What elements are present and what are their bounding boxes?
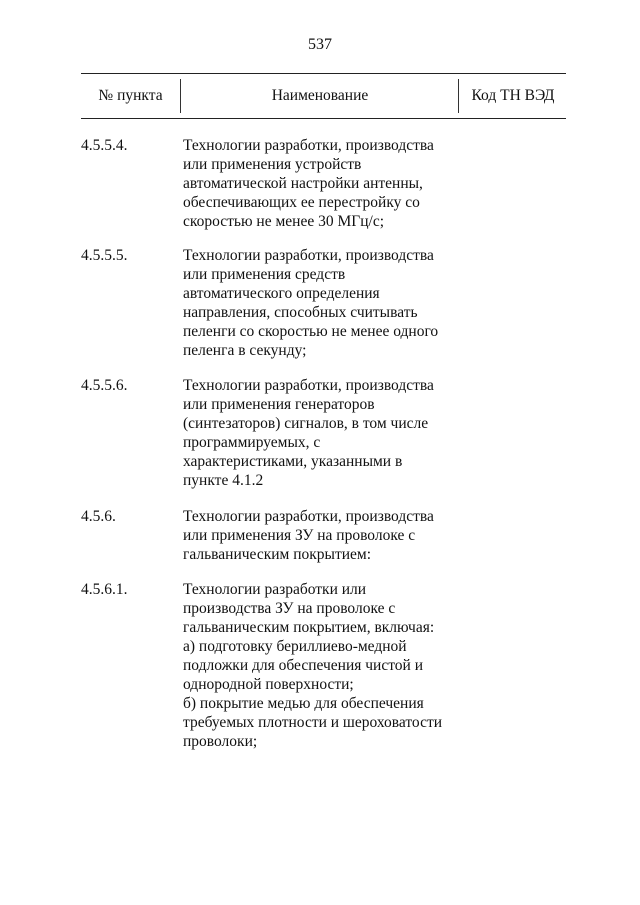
item-name-line: б) покрытие медью для обеспечения bbox=[183, 695, 424, 712]
item-name-line: или применения генераторов bbox=[183, 396, 375, 413]
item-number: 4.5.5.5. bbox=[81, 247, 128, 264]
page-number: 537 bbox=[308, 36, 332, 53]
table-header bbox=[81, 73, 566, 119]
item-name-line: (синтезаторов) сигналов, в том числе bbox=[183, 415, 429, 432]
item-number: 4.5.5.4. bbox=[81, 137, 128, 154]
item-name-line: или применения устройств bbox=[183, 156, 362, 173]
item-name-line: характеристиками, указанными в bbox=[183, 453, 403, 470]
item-name-line: направления, способных считывать bbox=[183, 304, 418, 321]
header-name: Наименование bbox=[271, 87, 369, 104]
item-name bbox=[183, 246, 473, 360]
item-name-line: пункте 4.1.2 bbox=[183, 472, 264, 489]
item-name bbox=[183, 580, 473, 751]
item-name-line: обеспечивающих ее перестройку со bbox=[183, 194, 420, 211]
item-name-line: Технологии разработки, производства bbox=[183, 377, 434, 394]
item-name-line: программируемых, с bbox=[183, 434, 321, 451]
item-name-line: подложки для обеспечения чистой и bbox=[183, 657, 424, 674]
item-name-line: Технологии разработки или bbox=[183, 581, 367, 598]
header-code: Код ТН ВЭД bbox=[471, 87, 555, 104]
item-name-line: Технологии разработки, производства bbox=[183, 508, 434, 525]
item-name-line: автоматической настройки антенны, bbox=[183, 175, 423, 192]
item-name-line: гальваническим покрытием, включая: bbox=[183, 619, 435, 636]
item-name-line: или применения ЗУ на проволоке с bbox=[183, 527, 416, 544]
item-name-line: Технологии разработки, производства bbox=[183, 137, 434, 154]
item-name-line: пеленга в секунду; bbox=[183, 342, 307, 359]
header-divider bbox=[458, 79, 459, 113]
item-name-line: или применения средств bbox=[183, 266, 346, 283]
header-divider bbox=[180, 79, 181, 113]
item-name-line: однородной поверхности; bbox=[183, 676, 354, 693]
item-name-line: Технологии разработки, производства bbox=[183, 247, 434, 264]
item-name-line: автоматического определения bbox=[183, 285, 380, 302]
item-name-line: производства ЗУ на проволоке с bbox=[183, 600, 396, 617]
item-name bbox=[183, 507, 473, 564]
item-name-line: требуемых плотности и шероховатости bbox=[183, 714, 443, 731]
item-name-line: пеленги со скоростью не менее одного bbox=[183, 323, 439, 340]
item-name-line: проволоки; bbox=[183, 733, 258, 750]
item-name-line: а) подготовку бериллиево-медной bbox=[183, 638, 407, 655]
item-name bbox=[183, 136, 473, 231]
item-number: 4.5.5.6. bbox=[81, 377, 128, 394]
item-name-line: гальваническим покрытием: bbox=[183, 546, 372, 563]
header-item-number: № пункта bbox=[98, 87, 163, 104]
item-name-line: скоростью не менее 30 МГц/с; bbox=[183, 213, 385, 230]
item-number: 4.5.6.1. bbox=[81, 581, 128, 598]
item-number: 4.5.6. bbox=[81, 508, 116, 525]
item-name bbox=[183, 376, 473, 490]
